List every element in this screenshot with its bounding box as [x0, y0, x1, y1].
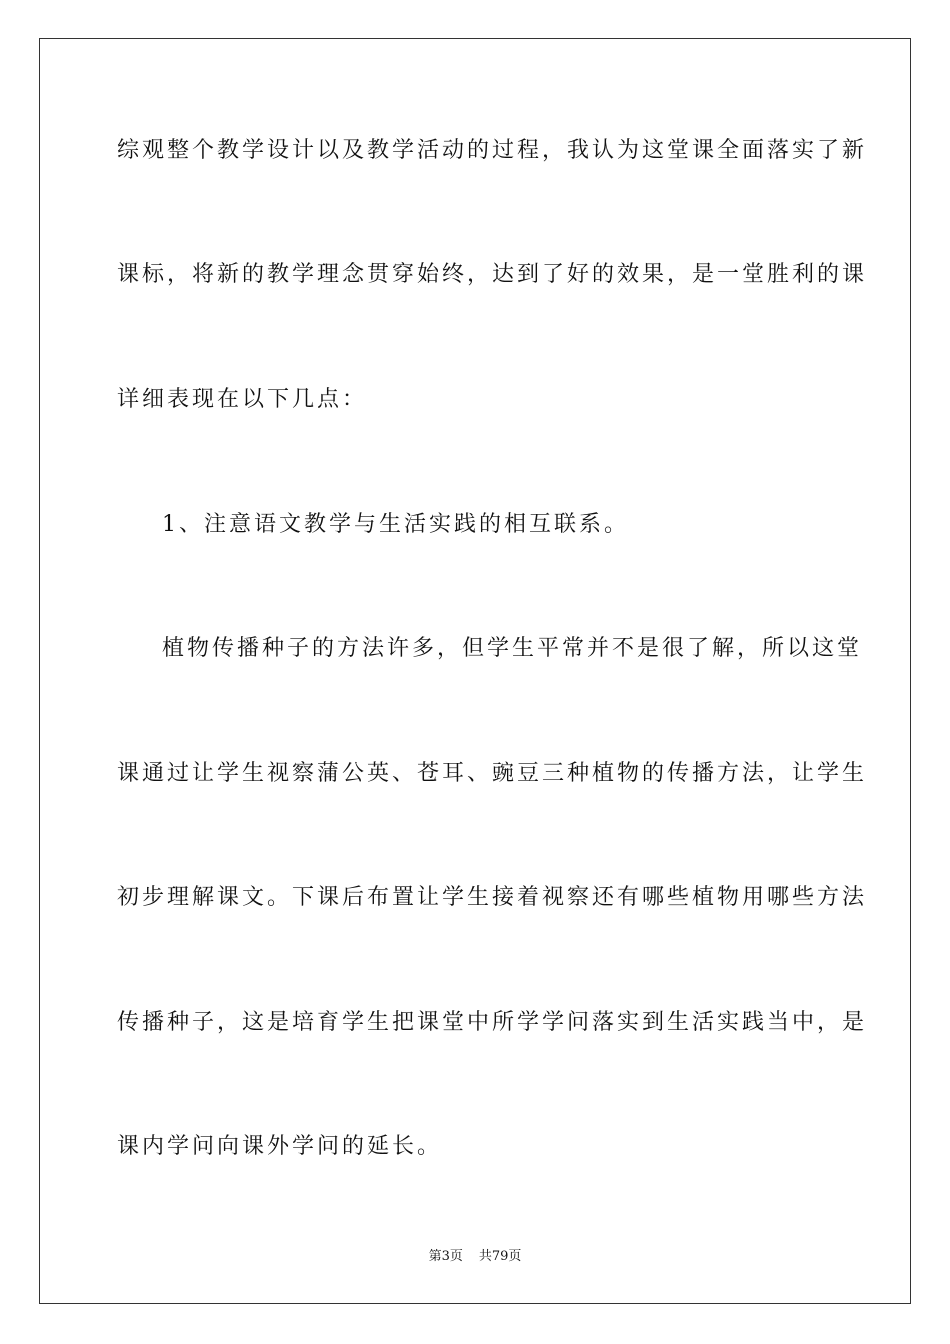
page-total: 共79页 [478, 1249, 522, 1264]
list-item-heading: 1、注意语文教学与生活实践的相互联系。 [162, 512, 629, 537]
paragraph-line: 详细表现在以下几点： [117, 387, 368, 412]
paragraph-line: 传播种子，这是培育学生把课堂中所学学问落实到生活实践当中，是 [117, 1010, 868, 1035]
page-number: 第3页 [428, 1249, 463, 1264]
paragraph-line: 课内学问向课外学问的延长。 [117, 1134, 443, 1159]
paragraph-line: 课通过让学生视察蒲公英、苍耳、豌豆三种植物的传播方法，让学生 [117, 761, 868, 786]
paragraph-line: 初步理解课文。下课后布置让学生接着视察还有哪些植物用哪些方法 [117, 885, 868, 910]
paragraph-line: 课标，将新的教学理念贯穿始终，达到了好的效果，是一堂胜利的课 [117, 262, 868, 287]
page-footer [0, 1248, 950, 1266]
paragraph-line: 综观整个教学设计以及教学活动的过程，我认为这堂课全面落实了新 [117, 138, 868, 163]
paragraph-line: 植物传播种子的方法许多，但学生平常并不是很了解，所以这堂 [162, 636, 863, 661]
page-border [39, 38, 911, 1304]
